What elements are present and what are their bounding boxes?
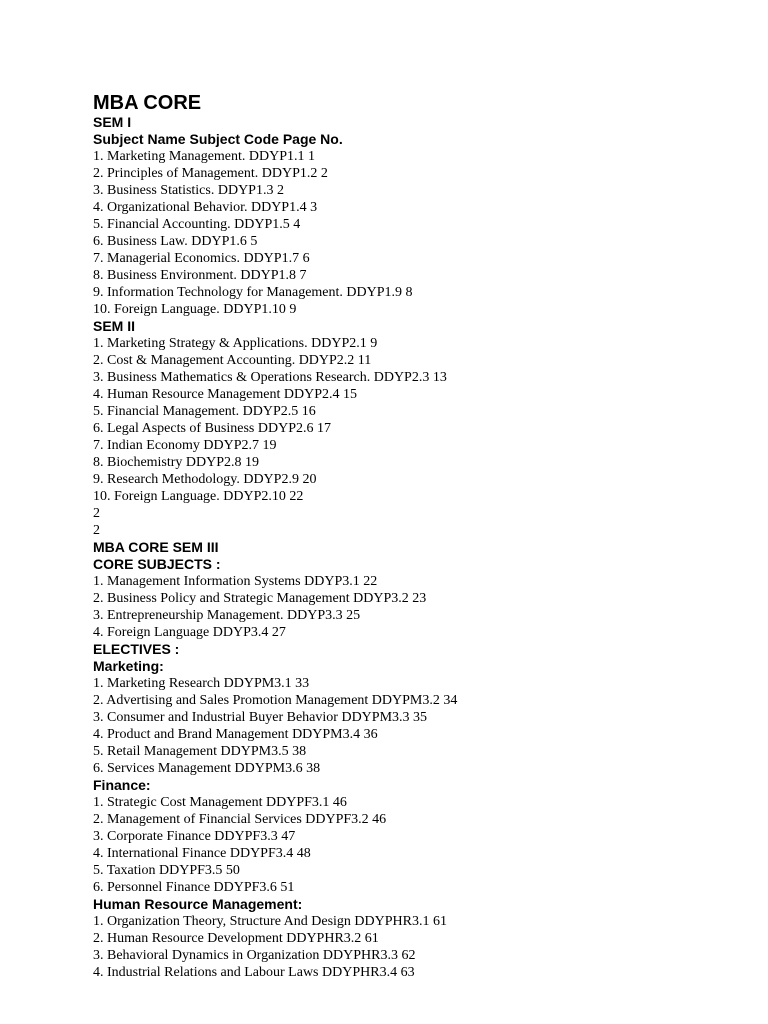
section-heading: MBA CORE SEM III	[93, 539, 219, 555]
subject-line: 3. Entrepreneurship Management. DDYP3.3 25	[93, 608, 361, 623]
document-body	[93, 114, 753, 981]
subject-line: 3. Business Mathematics & Operations Research. DDYP2.3 13	[93, 370, 447, 385]
subject-line: 4. Product and Brand Management DDYPM3.4 36	[93, 727, 378, 742]
section-heading: Human Resource Management:	[93, 896, 303, 912]
subject-line: 8. Biochemistry DDYP2.8 19	[93, 455, 260, 470]
subject-line: 1. Marketing Management. DDYP1.1 1	[93, 149, 316, 164]
subject-line: 2. Principles of Management. DDYP1.2 2	[93, 166, 328, 181]
subject-line: 4. Organizational Behavior. DDYP1.4 3	[93, 200, 318, 215]
subject-line: 9. Information Technology for Management. DDYP1.9 8	[93, 285, 413, 300]
subject-line: 6. Legal Aspects of Business DDYP2.6 17	[93, 421, 331, 436]
subject-line: 6. Personnel Finance DDYPF3.6 51	[93, 880, 295, 895]
subject-line: 10. Foreign Language. DDYP2.10 22	[93, 489, 304, 504]
subject-line: 1. Organization Theory, Structure And Design DDYPHR3.1 61	[93, 914, 447, 929]
subject-line: 6. Business Law. DDYP1.6 5	[93, 234, 258, 249]
subject-line: 2. Human Resource Development DDYPHR3.2 61	[93, 931, 379, 946]
subject-line: 2. Advertising and Sales Promotion Management DDYPM3.2 34	[93, 693, 458, 708]
subject-line: 2. Business Policy and Strategic Management DDYP3.2 23	[93, 591, 427, 606]
subject-line: 3. Consumer and Industrial Buyer Behavior DDYPM3.3 35	[93, 710, 428, 725]
subject-line: 7. Managerial Economics. DDYP1.7 6	[93, 251, 310, 266]
section-heading: SEM I	[93, 114, 132, 130]
subject-line: 9. Research Methodology. DDYP2.9 20	[93, 472, 317, 487]
subject-line: 8. Business Environment. DDYP1.8 7	[93, 268, 307, 283]
subject-line: 4. Industrial Relations and Labour Laws DDYPHR3.4 63	[93, 965, 415, 980]
subject-line: 1. Strategic Cost Management DDYPF3.1 46	[93, 795, 347, 810]
subject-line: 2. Cost & Management Accounting. DDYP2.2 11	[93, 353, 372, 368]
section-heading: SEM II	[93, 318, 136, 334]
subject-line: 6. Services Management DDYPM3.6 38	[93, 761, 321, 776]
section-heading: CORE SUBJECTS :	[93, 556, 221, 572]
subject-line: 3. Corporate Finance DDYPF3.3 47	[93, 829, 296, 844]
subject-line: 4. Human Resource Management DDYP2.4 15	[93, 387, 358, 402]
section-heading: Marketing:	[93, 658, 164, 674]
section-heading: Subject Name Subject Code Page No.	[93, 131, 343, 147]
subject-line: 4. Foreign Language DDYP3.4 27	[93, 625, 286, 640]
document-title: MBA CORE	[93, 92, 202, 114]
subject-line: 5. Financial Management. DDYP2.5 16	[93, 404, 316, 419]
subject-line: 1. Management Information Systems DDYP3.1 22	[93, 574, 378, 589]
subject-line: 2	[93, 523, 100, 538]
subject-line: 5. Financial Accounting. DDYP1.5 4	[93, 217, 301, 232]
subject-line: 1. Marketing Research DDYPM3.1 33	[93, 676, 310, 691]
section-heading: Finance:	[93, 777, 151, 793]
subject-line: 7. Indian Economy DDYP2.7 19	[93, 438, 277, 453]
subject-line: 5. Retail Management DDYPM3.5 38	[93, 744, 307, 759]
subject-line: 2	[93, 506, 100, 521]
subject-line: 10. Foreign Language. DDYP1.10 9	[93, 302, 297, 317]
section-heading: ELECTIVES :	[93, 641, 180, 657]
subject-line: 1. Marketing Strategy & Applications. DDYP2.1 9	[93, 336, 378, 351]
subject-line: 5. Taxation DDYPF3.5 50	[93, 863, 240, 878]
subject-line: 3. Business Statistics. DDYP1.3 2	[93, 183, 284, 198]
subject-line: 3. Behavioral Dynamics in Organization DDYPHR3.3 62	[93, 948, 416, 963]
document-page	[93, 92, 753, 981]
subject-line: 4. International Finance DDYPF3.4 48	[93, 846, 311, 861]
subject-line: 2. Management of Financial Services DDYPF3.2 46	[93, 812, 387, 827]
